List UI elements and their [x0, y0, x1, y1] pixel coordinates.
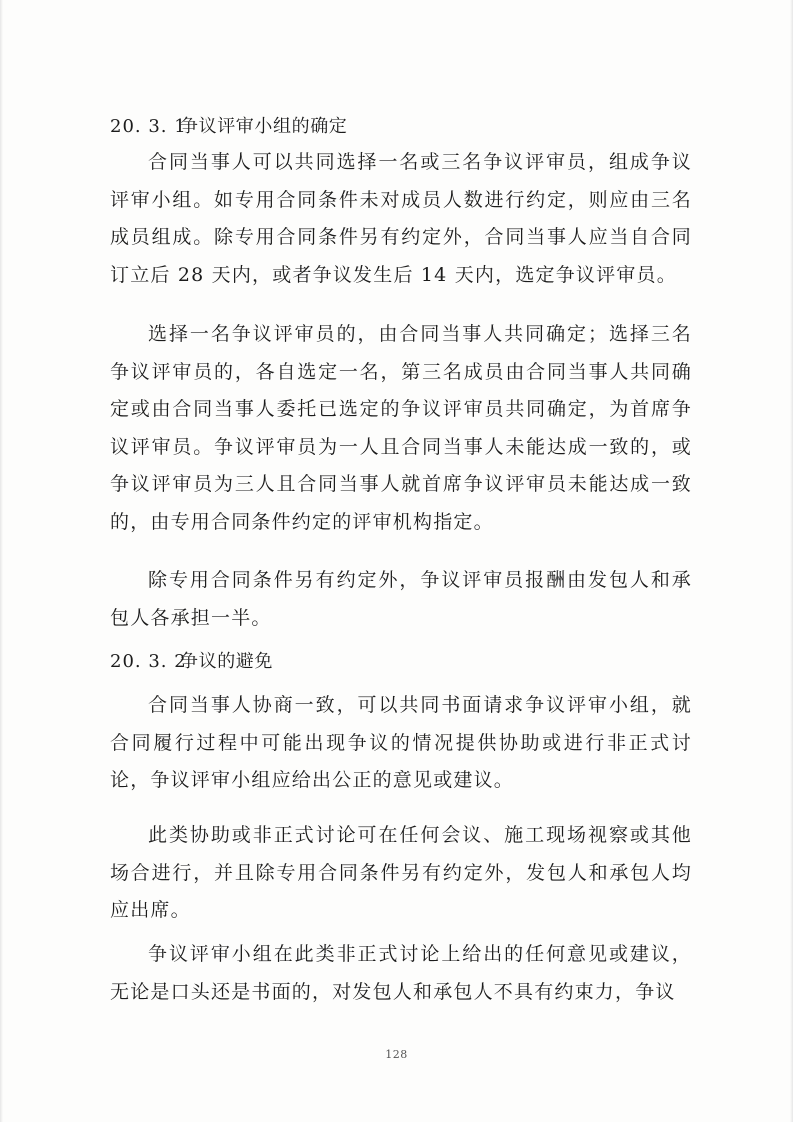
- section-title: 争议的避免: [180, 651, 273, 672]
- section-body-20-3-2-p3: [110, 936, 692, 1011]
- section-body-20-3-1-p3: [110, 562, 692, 637]
- scan-edge-left: [0, 0, 3, 1122]
- paragraph: 选择一名争议评审员的，由合同当事人共同确定；选择三名争议评审员的，各自选定一名，第三名成员由合同当事人共同确定或由合同当事人委托已选定的争议评审员共同确定，为首席争议评审员。争议评审员为一人且合同当事人未能达成一致的，或争议评审员为三人且合同当事人就首席争议评审员未能达成一致的，由专用合同条件约定的评审机构指定。: [110, 323, 692, 533]
- page-number: 128: [385, 1048, 408, 1061]
- section-number: 20. 3. 1: [110, 116, 187, 137]
- paragraph: 除专用合同条件另有约定外，争议评审员报酬由发包人和承包人各承担一半。: [110, 569, 692, 629]
- paragraph: 此类协助或非正式讨论可在任何会议、施工现场视察或其他场合进行，并且除专用合同条件另有约定外，发包人和承包人均应出席。: [110, 824, 692, 921]
- section-body-20-3-1-p2: [110, 316, 692, 541]
- paragraph: 争议评审小组在此类非正式讨论上给出的任何意见或建议，无论是口头还是书面的，对发包人和承包人不具有约束力，争议: [110, 943, 692, 1003]
- section-body-20-3-2: [110, 687, 692, 800]
- paragraph: 合同当事人协商一致，可以共同书面请求争议评审小组，就合同履行过程中可能出现争议的情况提供协助或进行非正式讨论，争议评审小组应给出公正的意见或建议。: [110, 694, 692, 791]
- paragraph: 合同当事人可以共同选择一名或三名争议评审员，组成争议评审小组。如专用合同条件未对成员人数进行约定，则应由三名成员组成。除专用合同条件另有约定外，合同当事人应当自合同订立后 28 天内，或者争议发生后 14 天内，选定争议评审员。: [110, 151, 692, 286]
- section-body-20-3-2-p2: [110, 817, 692, 930]
- section-heading-20-3-2: [110, 643, 273, 681]
- section-title: 争议评审小组的确定: [180, 116, 348, 137]
- section-heading-20-3-1: [110, 108, 347, 146]
- section-body-20-3-1: [110, 144, 692, 294]
- section-number: 20. 3. 2: [110, 651, 187, 672]
